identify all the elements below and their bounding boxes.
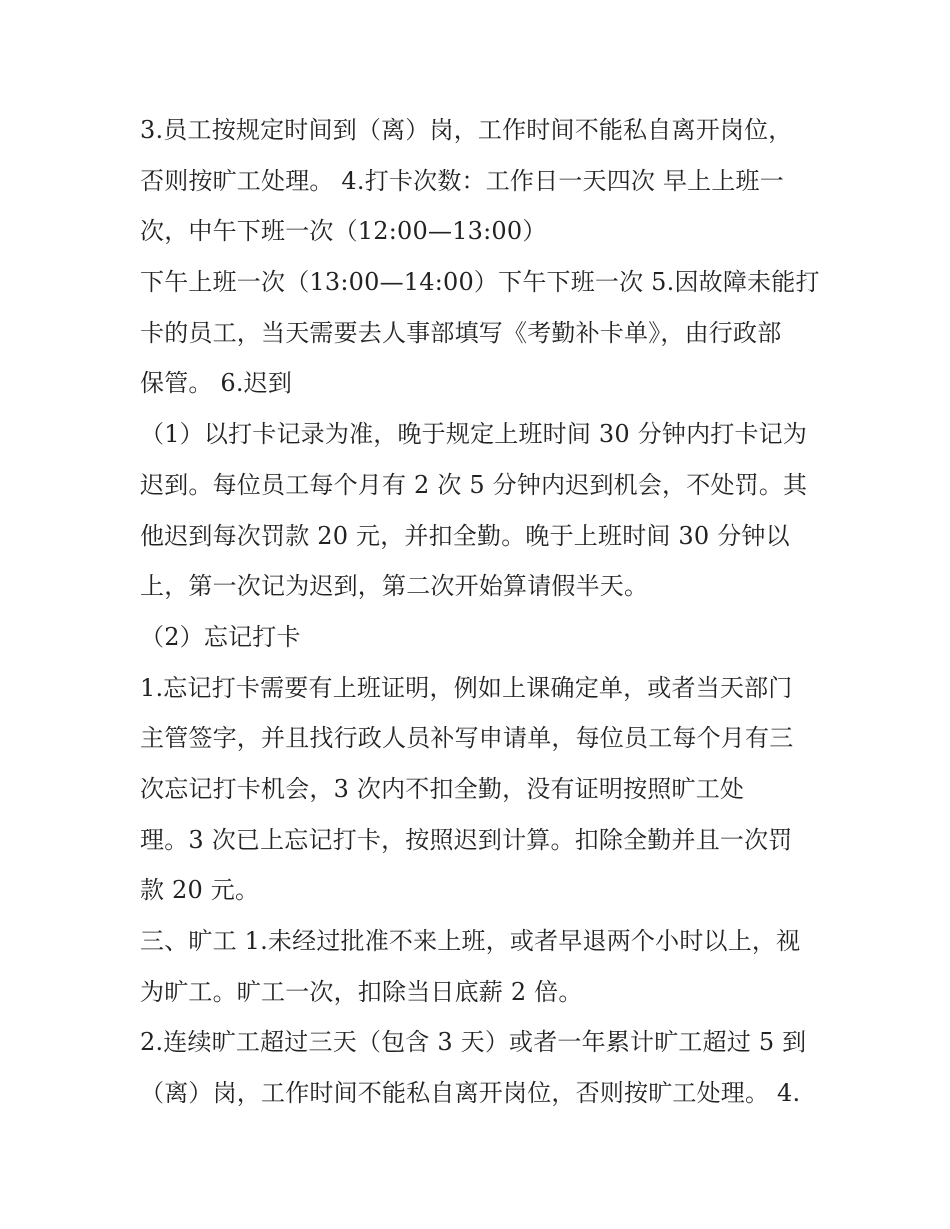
text-line: 款 20 元。 [140,876,260,904]
text-line: 上，第一次记为迟到，第二次开始算请假半天。 [140,572,649,600]
text-line: 1.忘记打卡需要有上班证明，例如上课确定单，或者当天部门 [140,674,793,702]
text-line: 主管签字，并且找行政人员补写申请单，每位员工每个月有三 [140,724,794,752]
text-line: 2.连续旷工超过三天（包含 3 天）或者一年累计旷工超过 5 到 [140,1028,807,1056]
text-line: 迟到。每位员工每个月有 2 次 5 分钟内迟到机会，不处罚。其 [140,471,808,499]
text-line: 他迟到每次罚款 20 元，并扣全勤。晚于上班时间 30 分钟以 [140,522,790,550]
text-line: 下午上班一次（13:00—14:00）下午下班一次 5.因故障未能打 [140,268,820,296]
text-line: 保管。 6.迟到 [140,369,293,397]
text-line: 3.员工按规定时间到（离）岗，工作时间不能私自离开岗位， [140,116,793,144]
text-line: 理。3 次已上忘记打卡，按照迟到计算。扣除全勤并且一次罚 [140,826,793,854]
text-line: 三、旷工 1.未经过批准不来上班，或者早退两个小时以上，视 [140,927,801,955]
text-line: 卡的员工，当天需要去人事部填写《考勤补卡单》，由行政部 [140,319,782,347]
text-line: （2）忘记打卡 [140,623,301,651]
text-line: 次忘记打卡机会，3 次内不扣全勤，没有证明按照旷工处 [140,775,745,803]
text-line: 次，中午下班一次（12:00—13:00） [140,217,547,245]
text-line: （1）以打卡记录为准，晚于规定上班时间 30 分钟内打卡记为 [140,420,808,448]
text-line: （离）岗，工作时间不能私自离开岗位，否则按旷工处理。 4. [140,1079,801,1107]
text-line: 为旷工。旷工一次，扣除当日底薪 2 倍。 [140,978,583,1006]
text-line: 否则按旷工处理。 4.打卡次数：工作日一天四次 早上上班一 [140,167,784,195]
